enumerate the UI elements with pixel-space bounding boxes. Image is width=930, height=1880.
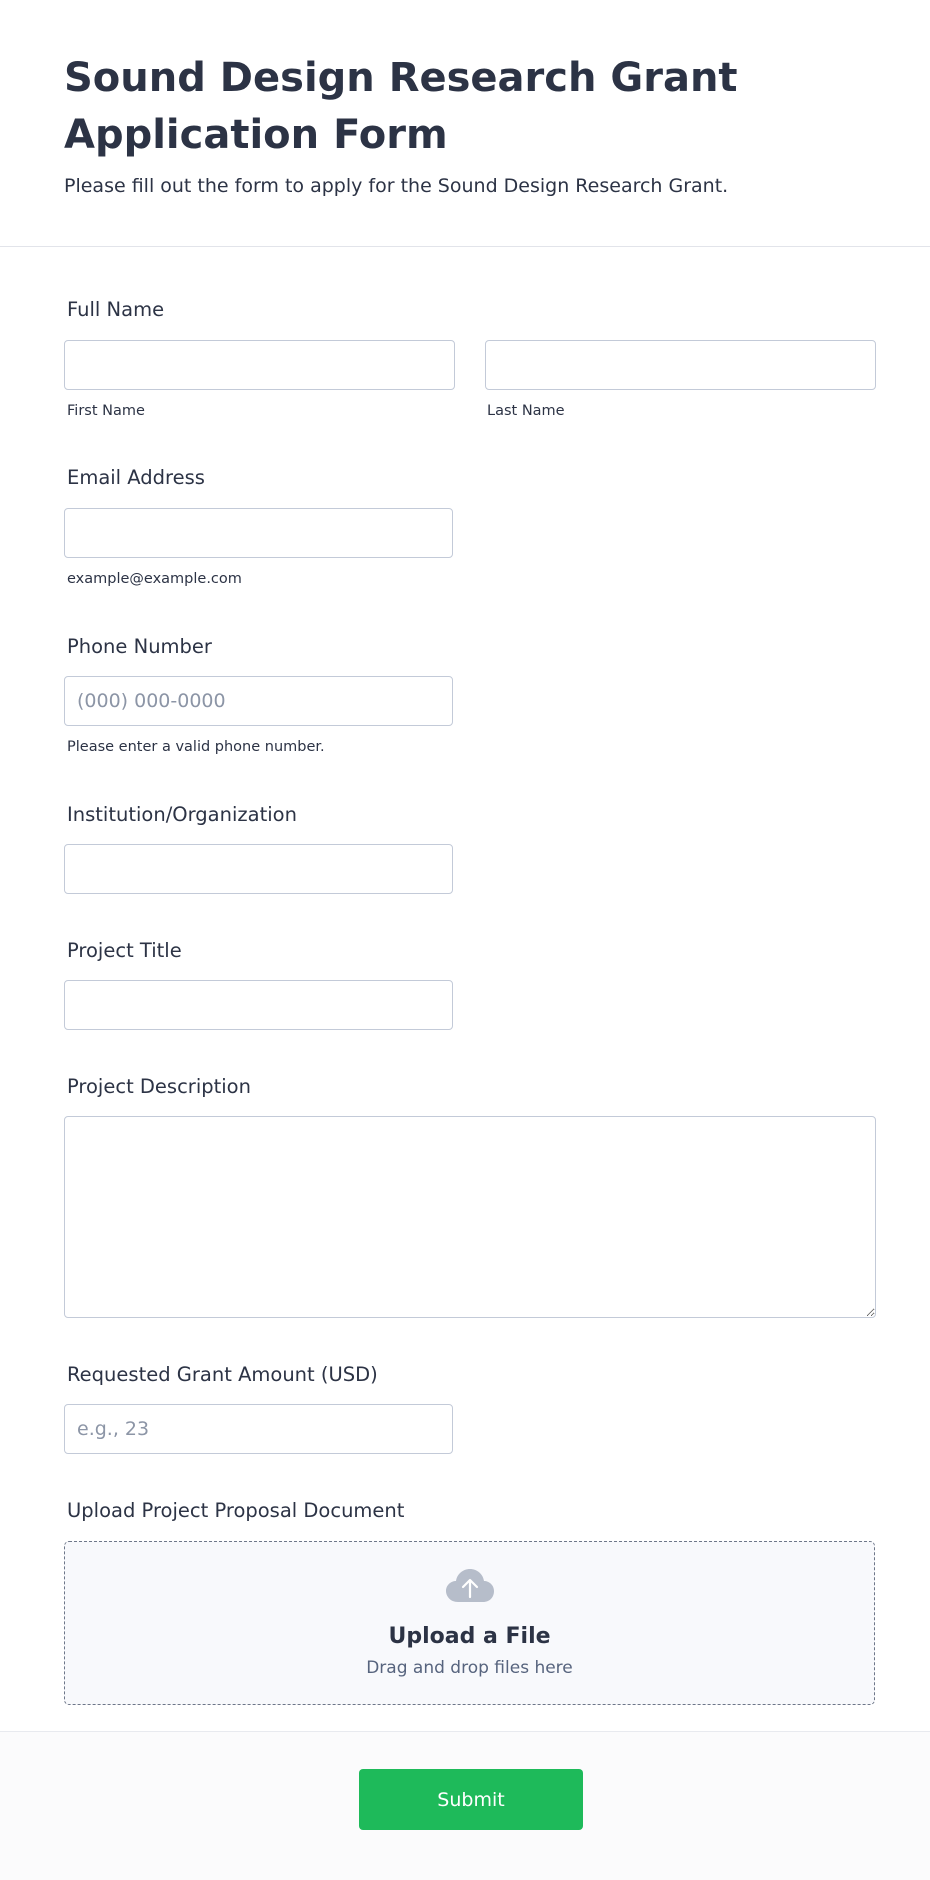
application-form bbox=[0, 247, 930, 1734]
institution-label: Institution/Organization bbox=[67, 803, 297, 826]
email-sublabel: example@example.com bbox=[67, 571, 242, 587]
project-title-input[interactable] bbox=[64, 980, 453, 1030]
grant-amount-label: Requested Grant Amount (USD) bbox=[67, 1363, 378, 1386]
cloud-upload-icon bbox=[446, 1568, 494, 1604]
phone-sublabel: Please enter a valid phone number. bbox=[67, 739, 325, 755]
phone-input[interactable] bbox=[64, 676, 453, 726]
project-description-label: Project Description bbox=[67, 1075, 251, 1098]
phone-label: Phone Number bbox=[67, 635, 212, 658]
project-title-label: Project Title bbox=[67, 939, 182, 962]
upload-subtitle: Drag and drop files here bbox=[366, 1658, 573, 1678]
file-upload-dropzone[interactable] bbox=[64, 1541, 875, 1705]
email-label: Email Address bbox=[67, 466, 205, 489]
email-field[interactable] bbox=[64, 508, 453, 558]
upload-label: Upload Project Proposal Document bbox=[67, 1499, 405, 1522]
institution-input[interactable] bbox=[64, 844, 453, 894]
first-name-input[interactable] bbox=[64, 340, 455, 390]
page-title: Sound Design Research Grant Application Form bbox=[64, 55, 738, 158]
full-name-label: Full Name bbox=[67, 298, 165, 321]
page-subtitle: Please fill out the form to apply for the Sound Design Research Grant. bbox=[64, 175, 729, 197]
project-description-textarea[interactable] bbox=[64, 1116, 876, 1318]
upload-title: Upload a File bbox=[388, 1624, 551, 1649]
submit-button[interactable]: Submit bbox=[359, 1769, 583, 1830]
form-header bbox=[0, 0, 930, 247]
last-name-sublabel: Last Name bbox=[487, 403, 565, 419]
grant-amount-input[interactable] bbox=[64, 1404, 453, 1454]
form-footer bbox=[0, 1731, 930, 1880]
last-name-input[interactable] bbox=[485, 340, 876, 390]
first-name-sublabel: First Name bbox=[67, 403, 145, 419]
